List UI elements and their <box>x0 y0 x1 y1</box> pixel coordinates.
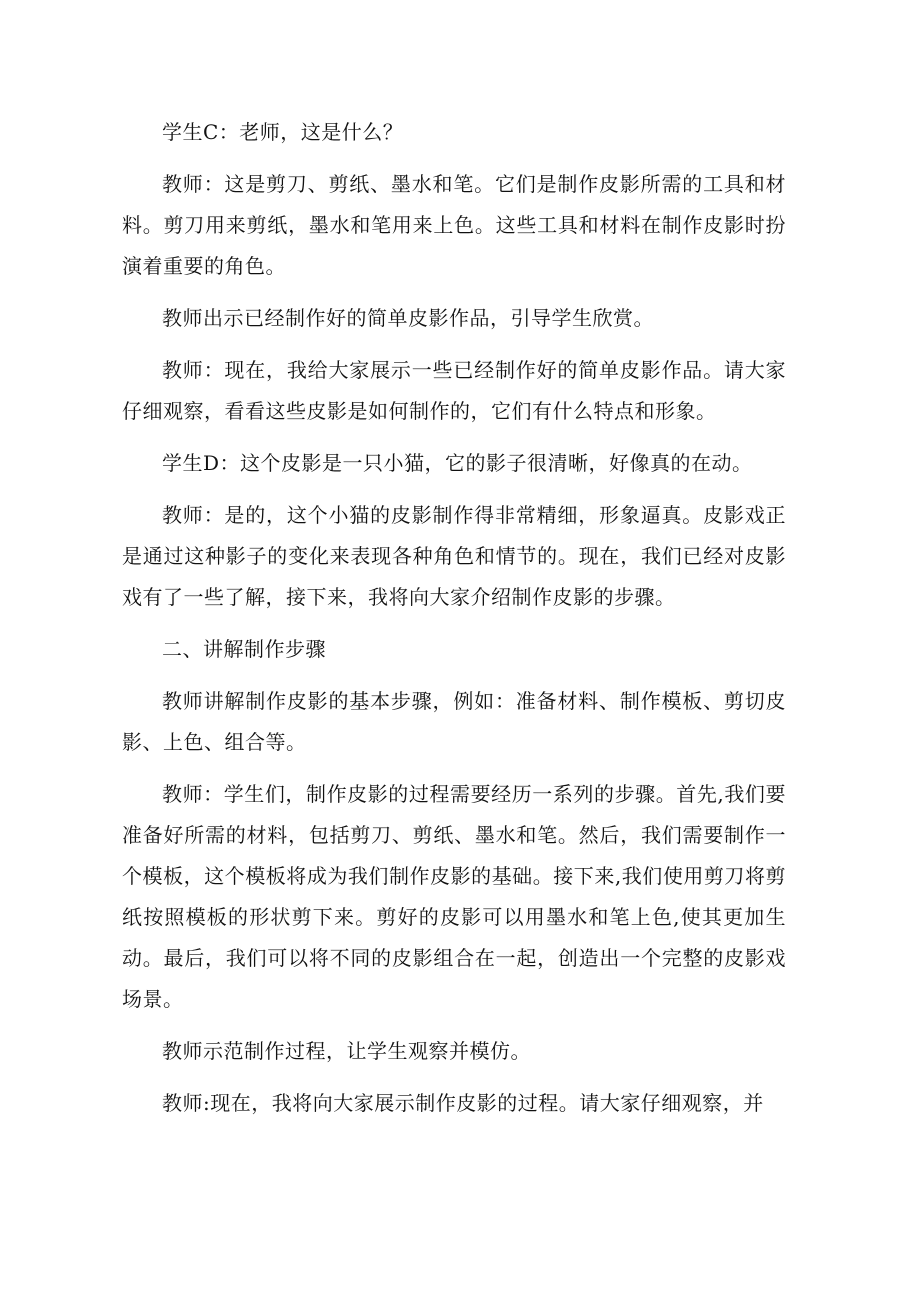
paragraph-teacher-shows-works: 教师出示已经制作好的简单皮影作品，引导学生欣赏。 <box>162 306 654 330</box>
paragraph-teacher-show-process: 教师:现在，我将向大家展示制作皮影的过程。请大家仔细观察，并 <box>162 1091 764 1115</box>
document-body <box>122 112 786 1135</box>
paragraph-teacher-observe: 教师：现在，我给大家展示一些已经制作好的简单皮影作品。请大家仔细观察，看看这些皮影是如何制作的，它们有什么特点和形象。 <box>122 358 786 423</box>
paragraph-teacher-explains-steps: 教师讲解制作皮影的基本步骤，例如：准备材料、制作模板、剪切皮影、上色、组合等。 <box>122 689 786 754</box>
paragraph-teacher-demonstrates: 教师示范制作过程，让学生观察并模仿。 <box>162 1039 531 1063</box>
section-heading-steps: 二、讲解制作步骤 <box>162 637 326 661</box>
paragraph-student-c-question: 学生C：老师，这是什么？ <box>162 120 404 144</box>
paragraph-teacher-step-details: 教师：学生们，制作皮影的过程需要经历一系列的步骤。首先,我们要准备好所需的材料，包括剪刀、剪纸、墨水和笔。然后，我们需要制作一个模板，这个模板将成为我们制作皮影的基础。接下来,我们使用剪刀将剪纸按照模板的形状剪下来。剪好的皮影可以用墨水和笔上色,使其更加生动。最后，我们可以将不同的皮影组合在一起，创造出一个完整的皮影戏场景。 <box>122 782 786 1011</box>
paragraph-teacher-tools: 教师：这是剪刀、剪纸、墨水和笔。它们是制作皮影所需的工具和材料。剪刀用来剪纸，墨水和笔用来上色。这些工具和材料在制作皮影时扮演着重要的角色。 <box>122 172 786 278</box>
paragraph-student-d-cat: 学生D：这个皮影是一只小猫，它的影子很清晰，好像真的在动。 <box>162 451 753 475</box>
paragraph-teacher-cat-reply: 教师：是的，这个小猫的皮影制作得非常精细，形象逼真。皮影戏正是通过这种影子的变化来表现各种角色和情节的。现在，我们已经对皮影戏有了一些了解，接下来，我将向大家介绍制作皮影的步骤。 <box>122 503 786 609</box>
